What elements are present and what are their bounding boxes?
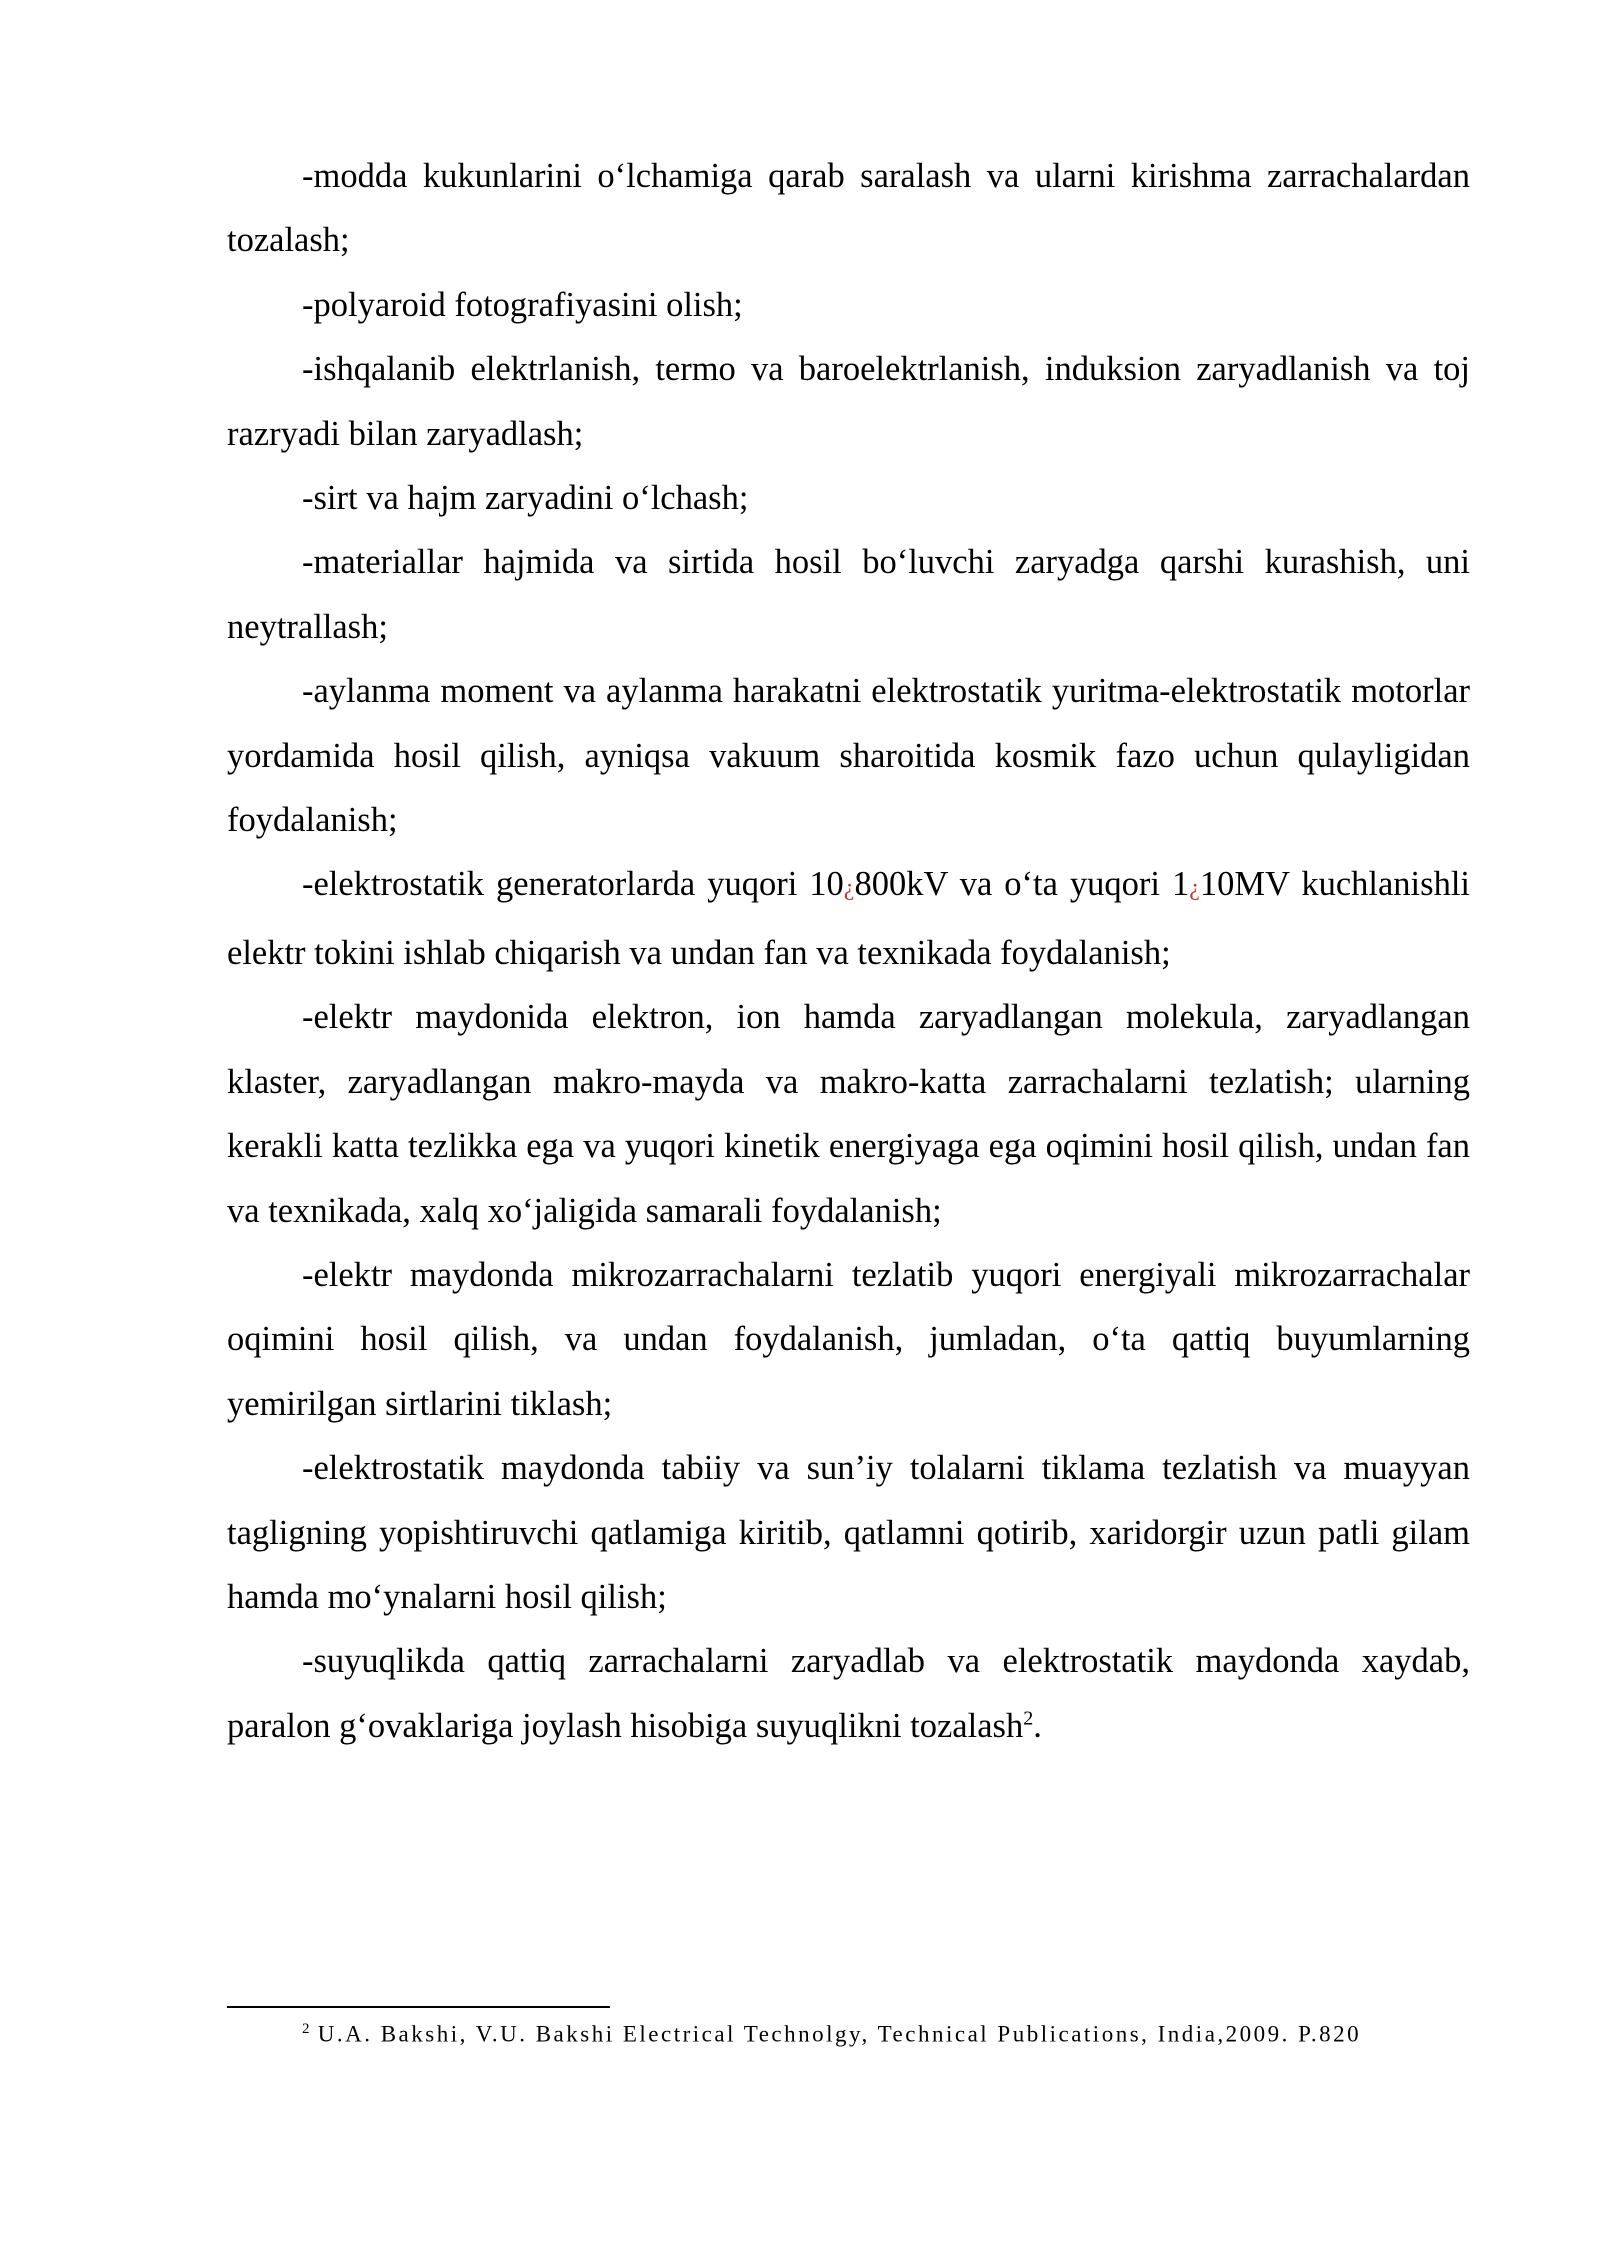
generators-text-part3: 10MV kuchlanishli elektr tokini ishlab chiqarish va undan fan va texnikada foydalanish; bbox=[227, 865, 1470, 972]
paragraph-sorting-powders: -modda kukunlarini o‘lchamiga qarab saralash va ularni kirishma zarrachalardan tozalash; bbox=[227, 157, 1470, 260]
paragraph-electrostatic-motors: -aylanma moment va aylanma harakatni elektrostatik yuritma-elektrostatik motorlar yordamida hosil qilish, ayniqsa vakuum sharoitida kosmik fazo uchun qulayligidan foydalanish; bbox=[227, 672, 1470, 840]
footnote-text: U.A. Bakshi, V.U. Bakshi Electrical Technolgy, Technical Publications, India,2009. P.820 bbox=[317, 2021, 1362, 2047]
paragraph-polaroid: -polyaroid fotografiyasini olish; bbox=[302, 285, 743, 324]
sentence-end: . bbox=[1033, 1706, 1042, 1745]
liquid-cleaning-text: -suyuqlikda qattiq zarrachalarni zaryadlab va elektrostatik maydonda xaydab, paralon g‘ovaklariga joylash hisobiga suyuqlikni tozalash bbox=[227, 1642, 1470, 1745]
footnote-number: 2 bbox=[302, 2021, 310, 2037]
missing-glyph-mark: ¿ bbox=[843, 875, 855, 902]
footnote bbox=[302, 2013, 1482, 2051]
paragraph-fiber-flocking: -elektrostatik maydonda tabiiy va sun’iy tolalarni tiklama tezlatish va muayyan tagligning yopishtiruvchi qatlamiga kiritib, qatlamni qotirib, xaridorgir uzun patli gilam hamda mo‘ynalarni hosil qilish; bbox=[227, 1449, 1470, 1616]
generators-text-part1: -elektrostatik generatorlarda yuqori 10 bbox=[302, 865, 844, 904]
missing-glyph-mark: ¿ bbox=[1189, 875, 1200, 902]
paragraph-microparticle-flow: -elektr maydonda mikrozarrachalarni tezlatib yuqori energiyali mikrozarrachalar oqimini hosil qilish, va undan foydalanish, jumladan, o‘ta qattiq buyumlarning yemirilgan sirtlarini tiklash; bbox=[227, 1255, 1470, 1423]
paragraph-electrostatic-generators bbox=[227, 852, 1470, 985]
generators-text-part2: 800kV va o‘ta yuqori 1 bbox=[854, 865, 1190, 904]
footnote-reference[interactable]: 2 bbox=[1023, 1707, 1034, 1730]
paragraph-particle-acceleration: -elektr maydonida elektron, ion hamda zaryadlangan molekula, zaryadlangan klaster, zaryadlangan makro-mayda va makro-katta zarrachalarni tezlatish; ularning kerakli katta tezlikka ega va yuqori kinetik energiyaga ega oqimini hosil qilish, undan fan va texnikada, xalq xo‘jaligida samarali foydalanish; bbox=[227, 998, 1470, 1230]
paragraph-neutralization: -materiallar hajmida va sirtida hosil bo‘luvchi zaryadga qarshi kurashish, uni neytrallash; bbox=[227, 543, 1470, 646]
paragraph-liquid-cleaning bbox=[227, 1629, 1470, 1758]
paragraph-charge-measurement: -sirt va hajm zaryadini o‘lchash; bbox=[302, 479, 749, 518]
footnote-separator bbox=[227, 2006, 610, 2008]
paragraph-charging-methods: -ishqalanib elektrlanish, termo va baroelektrlanish, induksion zaryadlanish va toj razryadi bilan zaryadlash; bbox=[227, 350, 1470, 453]
body-text bbox=[227, 144, 1470, 1758]
